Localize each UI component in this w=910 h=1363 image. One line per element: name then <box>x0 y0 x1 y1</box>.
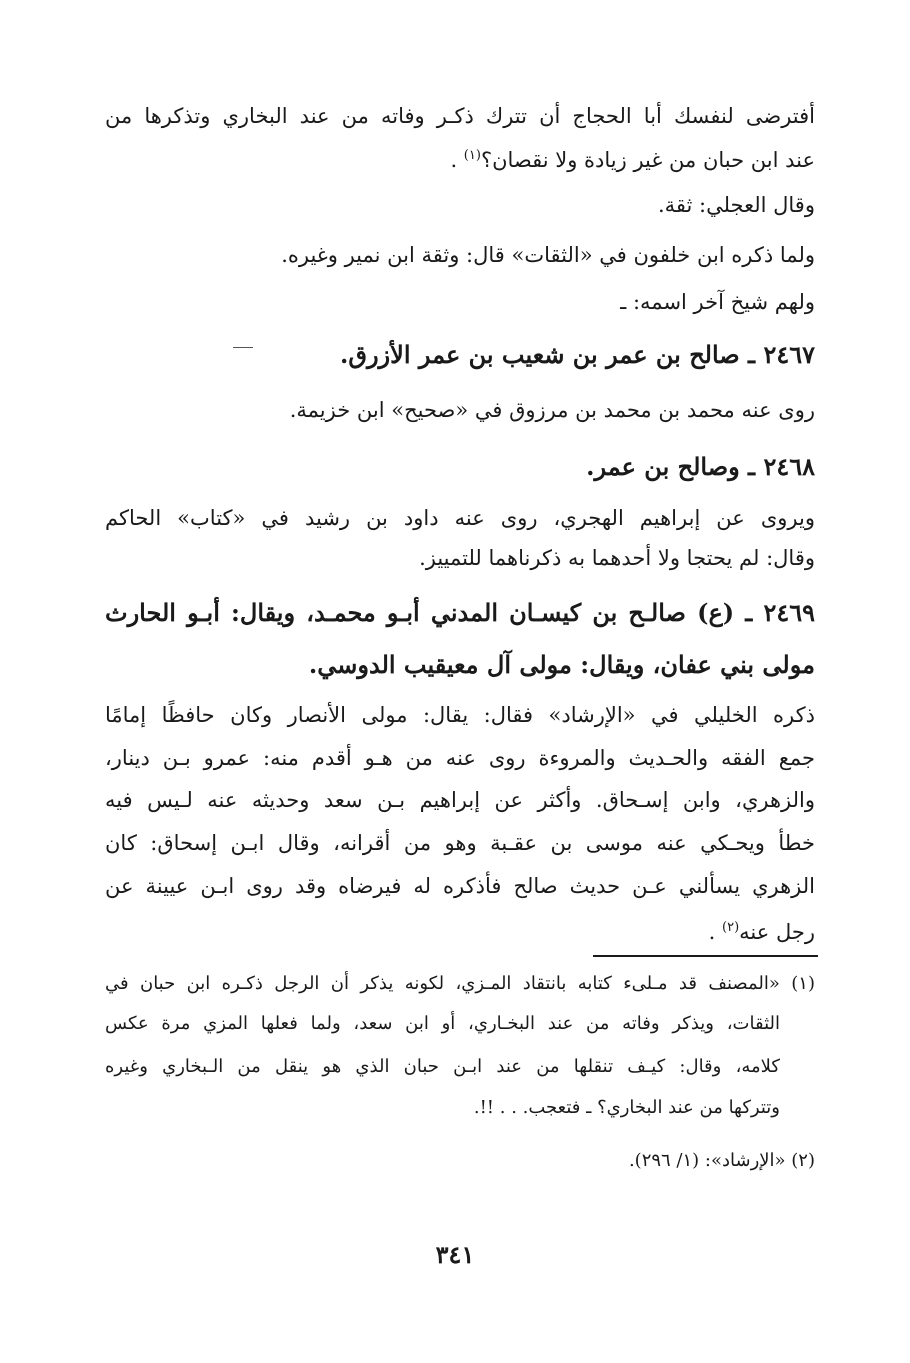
footnote-line: (١) «المصنف قد مـلىء كتابه بانتقاد المـزي، لكونه يذكر أن الرجل ذكـره ابن حبان في <box>105 973 815 994</box>
body-line: عند ابن حبان من غير زيادة ولا نقصان؟$^{(١)}$ . <box>450 148 815 172</box>
entry-title-2468: ٢٤٦٨ ـ وصالح بن عمر. <box>586 452 815 481</box>
body-line: وقال العجلي: ثقة. <box>657 193 815 217</box>
footnote-ref: (١) <box>463 148 481 163</box>
footnote-separator <box>593 955 818 957</box>
body-line: ولهم شيخ آخر اسمه: ـ <box>620 290 815 314</box>
entry-text-2469: رجل عنه$^{(٢)}$ . <box>708 920 815 944</box>
entry-title-2469: ٢٤٦٩ ـ (ع) صالـح بن كيسـان المدني أبـو محمـد، ويقال: أبـو الحارث <box>105 598 815 627</box>
entry-text-2468: وقال: لم يحتجا ولا أحدهما به ذكرناهما للتمييز. <box>419 546 815 570</box>
footnote-line: الثقات، ويذكر وفاته من عند البخـاري، أو ابن سعد، ولما فعلها المزي مرة عكس <box>105 1013 780 1034</box>
entry-text-2469-end: رجل عنه <box>739 920 815 944</box>
footnote-line: وتتركها من عند البخاري؟ ـ فتعجب. . . !!. <box>473 1097 780 1118</box>
entry-text-2469: الزهري يسألني عـن حديث صالح فأذكره له فيرضاه وقد روى ابـن عيينة عن <box>105 874 815 898</box>
footnote-line: (٢) «الإرشاد»: (١/ ٢٩٦). <box>628 1150 815 1171</box>
entry-title-2467: ٢٤٦٧ ـ صالح بن عمر بن شعيب بن عمر الأزرق. <box>339 340 815 369</box>
page-number: ٣٤١ <box>435 1240 475 1269</box>
entry-title-2469: مولى بني عفان، ويقال: مولى آل معيقيب الدوسي. <box>308 650 815 679</box>
entry-text-2469: ذكره الخليلي في «الإرشاد» فقال: يقال: مولى الأنصار وكان حافظًا إمامًا <box>105 703 815 727</box>
body-line: أفترضى لنفسك أبا الحجاج أن تترك ذكـر وفاته من عند البخاري وتذكرها من <box>105 104 815 128</box>
entry-text-2469: والزهري، وابن إسـحاق. وأكثر عن إبراهيم بـن سعد وحديثه عنه لـيس فيه <box>105 788 815 812</box>
entry-text-2469: خطأ ويحـكي عنه موسى بن عقـبة وهو من أقرانه، وقال ابـن إسحاق: كان <box>105 831 815 855</box>
footnote-ref: (٢) <box>722 920 740 935</box>
footnote-line: كلامه، وقال: كيـف تنقلها من عند ابـن حبان الذي هو ينقل من الـبخاري وغيره <box>105 1056 780 1077</box>
body-line-text: عند ابن حبان من غير زيادة ولا نقصان؟ <box>480 148 815 172</box>
body-line: ولما ذكره ابن خلفون في «الثقات» قال: وثقة ابن نمير وغيره. <box>281 243 815 267</box>
stray-mark <box>233 347 253 348</box>
entry-text-2468: ويروى عن إبراهيم الهجري، روى عنه داود بن رشيد في «كتاب» الحاكم <box>105 506 815 530</box>
entry-text-2467: روى عنه محمد بن محمد بن مرزوق في «صحيح» ابن خزيمة. <box>289 398 815 422</box>
entry-text-2469: جمع الفقه والحـديث والمروءة روى عنه من هـو أقدم منه: عمرو بـن دينار، <box>105 746 815 770</box>
